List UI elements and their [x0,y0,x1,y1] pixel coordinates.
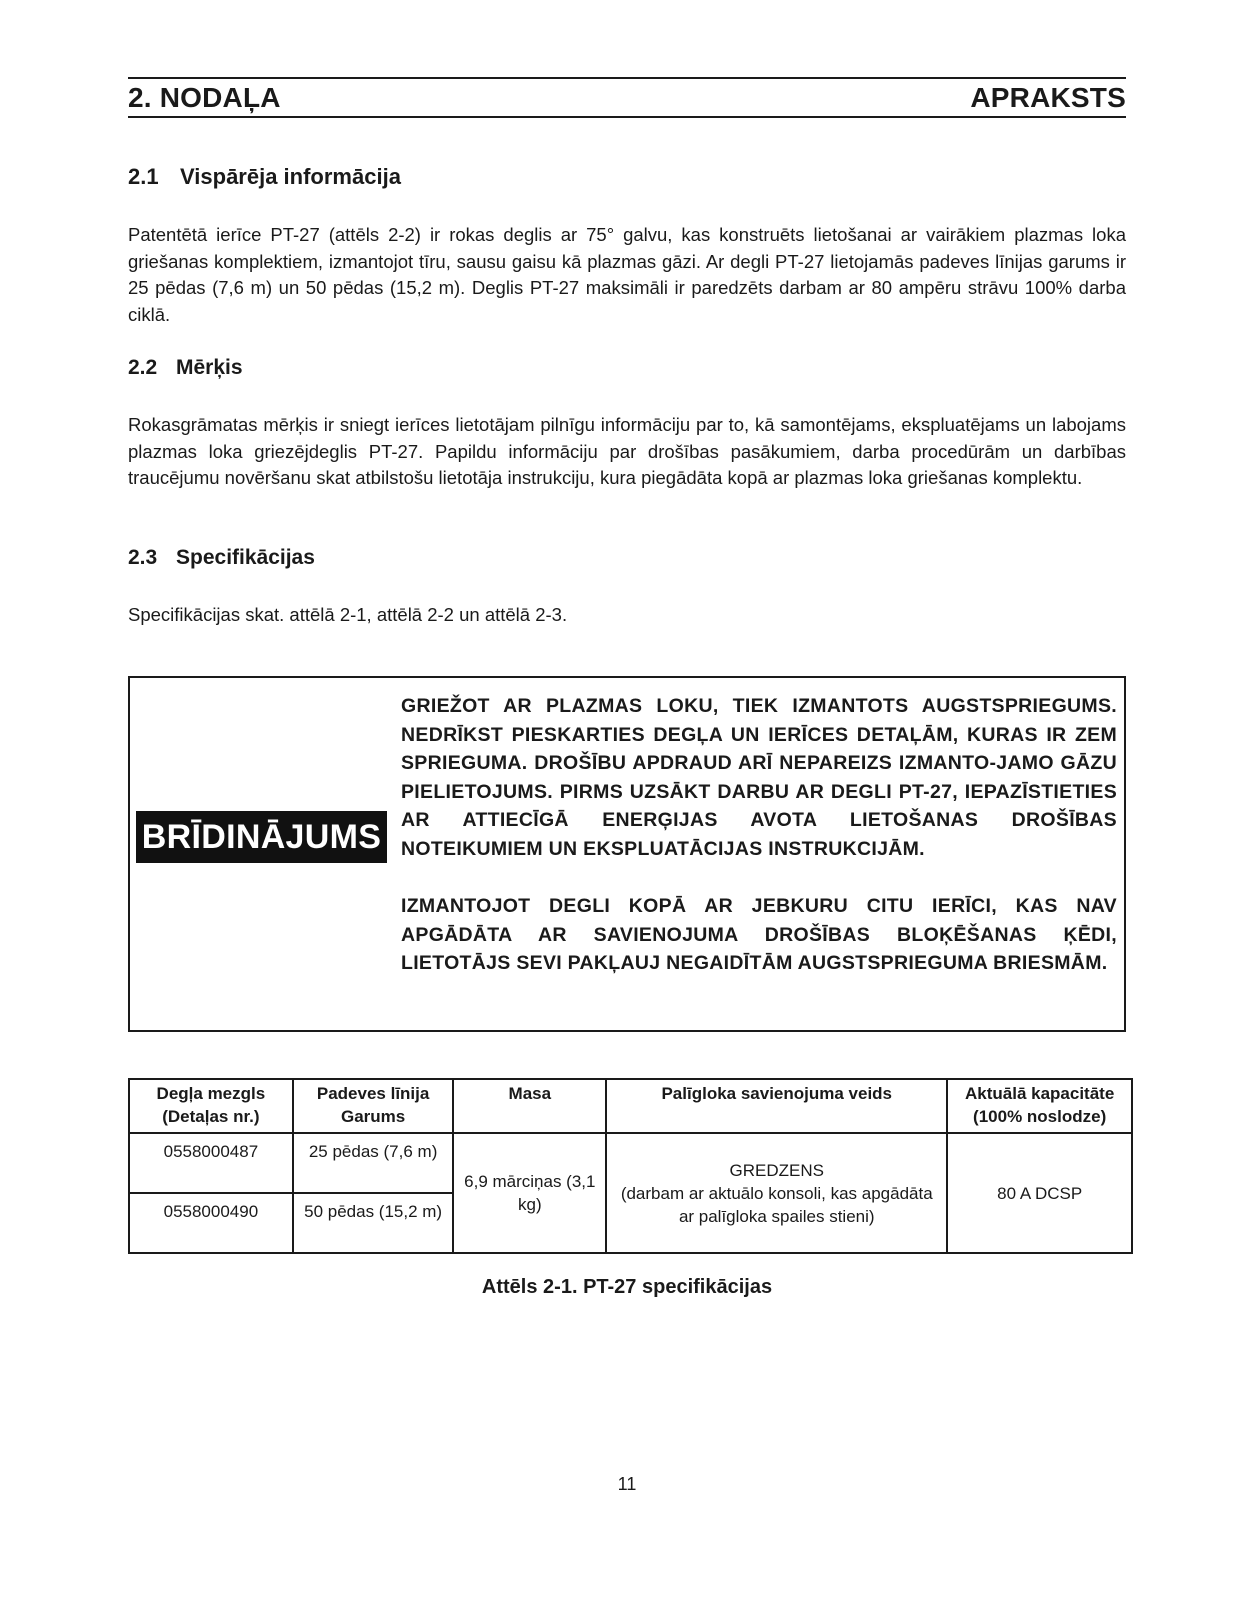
table-cell-capacity: 80 A DCSP [947,1133,1132,1253]
section-heading-2-2 [128,356,243,380]
section-title: Mērķis [176,356,243,379]
section-number: 2.3 [128,546,158,569]
table-header-cell: Aktuālā kapacitāte (100% noslodze) [947,1079,1132,1133]
warning-box [128,676,1126,1032]
section-heading-2-1 [128,164,401,190]
section-text-2-1: Patentētā ierīce PT-27 (attēls 2-2) ir rokas deglis ar 75° galvu, kas konstruēts lietošanai ar vairākiem plazmas loka griešanas komplektiem, izmantojot tīru, sausu gaisu kā plazmas gāzi. Ar degli PT-27 lietojamās padeves līnijas garums ir 25 pēdas (7,6 m) un 50 pēdas (15,2 m). Deglis PT-27 maksimāli ir paredzēts darbam ar 80 ampēru strāvu 100% darba ciklā. [128,224,1126,325]
figure-caption: Attēls 2-1. PT-27 specifikācijas [481,1276,773,1298]
warning-paragraph-2: IZMANTOJOT DEGLI KOPĀ AR JEBKURU CITU IERĪCI, KAS NAV APGĀDĀTA AR SAVIENOJUMA DROŠĪBAS BLOĶĒŠANAS ĶĒDI, LIETOTĀJS SEVI PAKĻAUJ NEGAIDĪTĀM AUGSTSPRIEGUMA BRIESMĀM. [401,895,1117,975]
table-header-cell: Palīgloka savienojuma veids [606,1079,947,1133]
table-header-cell: Degļa mezgls (Detaļas nr.) [129,1079,293,1133]
table-header-cell: Masa [453,1079,606,1133]
table-row [129,1133,1132,1193]
table-cell-length: 50 pēdas (15,2 m) [293,1193,454,1253]
warning-label: BRĪDINĀJUMS [136,811,387,863]
section-title: Vispārēja informācija [180,164,401,189]
section-title: Specifikācijas [176,546,315,569]
section-number: 2.2 [128,356,158,379]
section-text-2-3: Specifikācijas skat. attēlā 2-1, attēlā 2-2 un attēlā 2-3. [128,604,568,625]
section-number: 2.1 [128,164,159,189]
chapter-title: APRAKSTS [970,81,1126,113]
section-heading-2-3 [128,546,315,570]
chapter-header [128,77,1126,118]
table-header-row [129,1079,1132,1133]
table-cell-connection: GREDZENS (darbam ar aktuālo konsoli, kas apgādāta ar palīgloka spailes stieni) [606,1133,947,1253]
section-text-2-2: Rokasgrāmatas mērķis ir sniegt ierīces lietotājam pilnīgu informāciju par to, kā samontējams, ekspluatējams un labojams plazmas loka griezējdeglis PT-27. Papildu informāciju par drošības pasākumiem, darba procedūrām un darbības traucējumu novēršanu skat atbilstošu lietotāja instrukciju, kura piegādāta kopā ar plazmas loka griešanas komplektu. [128,414,1126,488]
page-number: 11 [617,1474,637,1494]
table-header-cell: Padeves līnija Garums [293,1079,454,1133]
table-cell-part: 0558000490 [129,1193,293,1253]
table-cell-mass: 6,9 mārciņas (3,1 kg) [453,1133,606,1253]
spec-table [128,1078,1133,1254]
chapter-number: 2. NODAĻA [128,81,281,113]
table-cell-part: 0558000487 [129,1133,293,1193]
table-cell-length: 25 pēdas (7,6 m) [293,1133,454,1193]
warning-paragraph-1: GRIEŽOT AR PLAZMAS LOKU, TIEK IZMANTOTS AUGSTSPRIEGUMS. NEDRĪKST PIESKARTIES DEGĻA UN IERĪCES DETAĻĀM, KURAS IR ZEM SPRIEGUMA. DROŠĪBU APDRAUD ARĪ NEPAREIZS IZMANTO-JAMO GĀZU PIELIETOJUMS. PIRMS UZSĀKT DARBU AR DEGLI PT-27, IEPAZĪSTIETIES AR ATTIECĪGĀ ENERĢIJAS AVOTA LIETOŠANAS DROŠĪBAS NOTEIKUMIEM UN EKSPLUATĀCIJAS INSTRUKCIJĀM. [401,695,1117,860]
